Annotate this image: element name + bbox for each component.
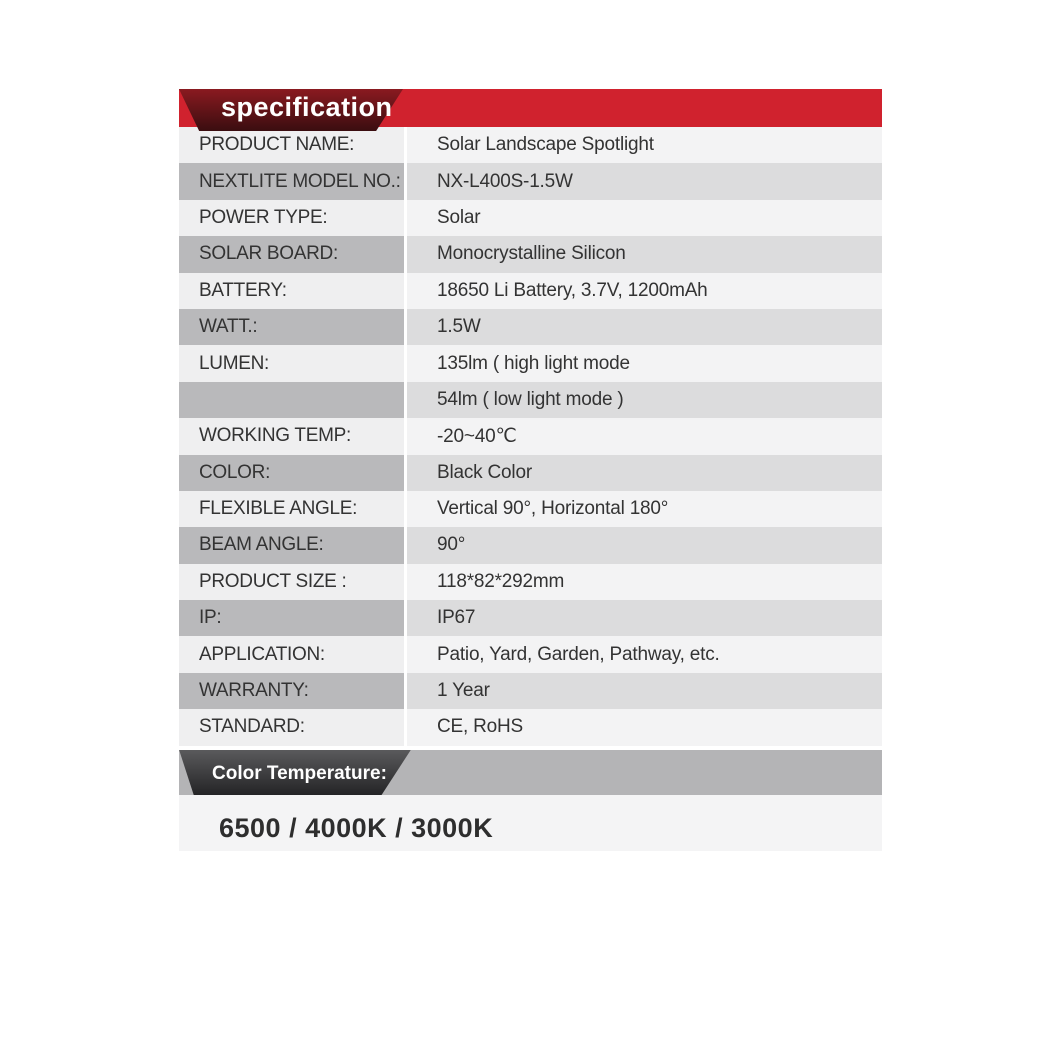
color-temperature-values: 6500 / 4000K / 3000K: [219, 812, 494, 843]
spec-label: PRODUCT NAME:: [179, 127, 407, 163]
spec-value: Black Color: [407, 455, 882, 491]
spec-row-model-no: [179, 163, 882, 199]
spec-label: WATT.:: [179, 309, 407, 345]
spec-label: [179, 382, 407, 418]
specification-title: specification: [221, 92, 393, 122]
spec-row-flexible-angle: [179, 491, 882, 527]
spec-row-product-name: [179, 127, 882, 163]
spec-value: Monocrystalline Silicon: [407, 236, 882, 272]
spec-row-ip: [179, 600, 882, 636]
spec-value: Solar: [407, 200, 882, 236]
spec-label: IP:: [179, 600, 407, 636]
specification-header: [179, 89, 882, 127]
spec-value: Vertical 90°, Horizontal 180°: [407, 491, 882, 527]
spec-label: FLEXIBLE ANGLE:: [179, 491, 407, 527]
spec-value: 118*82*292mm: [407, 564, 882, 600]
spec-label: APPLICATION:: [179, 636, 407, 672]
spec-label: LUMEN:: [179, 345, 407, 381]
spec-label: SOLAR BOARD:: [179, 236, 407, 272]
spec-label: COLOR:: [179, 455, 407, 491]
specification-sheet: [179, 89, 882, 851]
spec-table: [179, 127, 882, 746]
spec-row-warranty: [179, 673, 882, 709]
spec-row-solar-board: [179, 236, 882, 272]
spec-label: POWER TYPE:: [179, 200, 407, 236]
spec-row-standard: [179, 709, 882, 745]
spec-value: NX-L400S-1.5W: [407, 163, 882, 199]
spec-value: -20~40℃: [407, 418, 882, 454]
color-temperature-values-box: [179, 795, 882, 851]
spec-row-color: [179, 455, 882, 491]
color-temperature-label: Color Temperature:: [212, 762, 387, 784]
spec-row-beam-angle: [179, 527, 882, 563]
spec-value: 1 Year: [407, 673, 882, 709]
spec-value: 135lm ( high light mode: [407, 345, 882, 381]
spec-row-product-size: [179, 564, 882, 600]
spec-row-working-temp: [179, 418, 882, 454]
spec-row-battery: [179, 273, 882, 309]
spec-label: BEAM ANGLE:: [179, 527, 407, 563]
spec-label: BATTERY:: [179, 273, 407, 309]
spec-label: WARRANTY:: [179, 673, 407, 709]
spec-label: NEXTLITE MODEL NO.:: [179, 163, 407, 199]
spec-value: 90°: [407, 527, 882, 563]
spec-row-lumen-high: [179, 345, 882, 381]
spec-row-lumen-low: [179, 382, 882, 418]
spec-value: 1.5W: [407, 309, 882, 345]
spec-row-watt: [179, 309, 882, 345]
spec-value: 18650 Li Battery, 3.7V, 1200mAh: [407, 273, 882, 309]
spec-row-application: [179, 636, 882, 672]
spec-label: PRODUCT SIZE :: [179, 564, 407, 600]
spec-value: IP67: [407, 600, 882, 636]
spec-label: STANDARD:: [179, 709, 407, 745]
spec-label: WORKING TEMP:: [179, 418, 407, 454]
color-temperature-bar: [179, 750, 882, 795]
spec-value: 54lm ( low light mode ): [407, 382, 882, 418]
spec-row-power-type: [179, 200, 882, 236]
spec-value: Solar Landscape Spotlight: [407, 127, 882, 163]
spec-value: Patio, Yard, Garden, Pathway, etc.: [407, 636, 882, 672]
spec-value: CE, RoHS: [407, 709, 882, 745]
